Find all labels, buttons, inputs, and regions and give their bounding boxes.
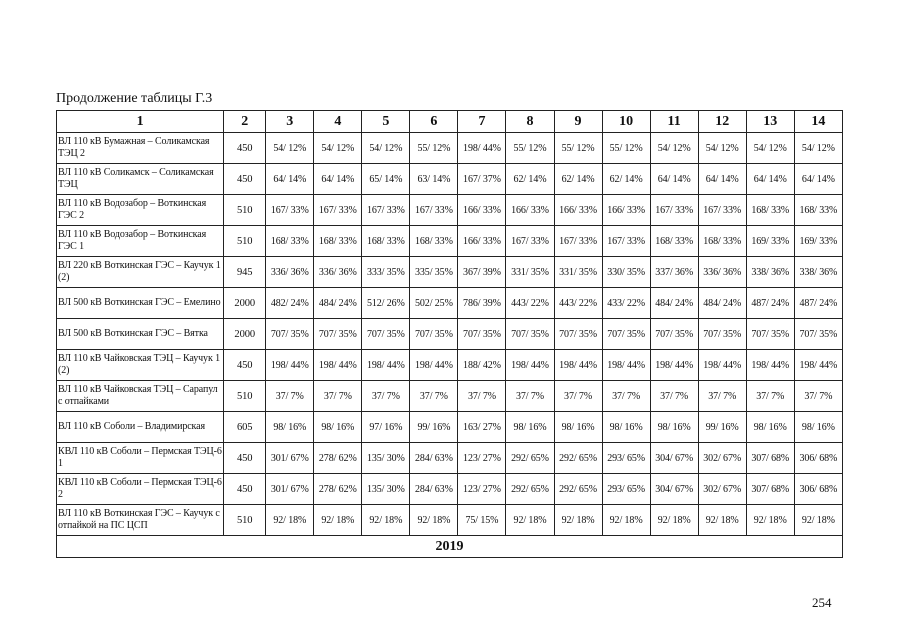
load-value-cell: 198/ 44%: [362, 350, 410, 381]
load-value-cell: 64/ 14%: [698, 164, 746, 195]
load-value-cell: 37/ 7%: [746, 381, 794, 412]
load-value-cell: 92/ 18%: [650, 505, 698, 536]
load-value-cell: 284/ 63%: [410, 443, 458, 474]
data-table: [56, 110, 843, 558]
load-value-cell: 64/ 14%: [266, 164, 314, 195]
load-value-cell: 167/ 33%: [266, 195, 314, 226]
load-value-cell: 37/ 7%: [410, 381, 458, 412]
load-value-cell: 306/ 68%: [794, 474, 842, 505]
load-value-cell: 198/ 44%: [602, 350, 650, 381]
load-value-cell: 198/ 44%: [746, 350, 794, 381]
load-value-cell: 367/ 39%: [458, 257, 506, 288]
load-value-cell: 92/ 18%: [698, 505, 746, 536]
load-value-cell: 54/ 12%: [650, 133, 698, 164]
load-value-cell: 37/ 7%: [506, 381, 554, 412]
load-value-cell: 304/ 67%: [650, 443, 698, 474]
load-value-cell: 92/ 18%: [410, 505, 458, 536]
table-row: [57, 319, 843, 350]
load-value-cell: 306/ 68%: [794, 443, 842, 474]
load-value-cell: 98/ 16%: [794, 412, 842, 443]
load-value-cell: 167/ 33%: [362, 195, 410, 226]
load-value-cell: 278/ 62%: [314, 474, 362, 505]
load-value-cell: 166/ 33%: [458, 226, 506, 257]
load-value-cell: 302/ 67%: [698, 443, 746, 474]
load-value-cell: 37/ 7%: [698, 381, 746, 412]
load-value-cell: 167/ 37%: [458, 164, 506, 195]
load-value-cell: 482/ 24%: [266, 288, 314, 319]
load-value-cell: 707/ 35%: [458, 319, 506, 350]
load-value-cell: 55/ 12%: [554, 133, 602, 164]
load-value-cell: 135/ 30%: [362, 474, 410, 505]
load-value-cell: 98/ 16%: [554, 412, 602, 443]
table-row: [57, 195, 843, 226]
load-value-cell: 169/ 33%: [794, 226, 842, 257]
capacity-cell: 450: [224, 474, 266, 505]
load-value-cell: 65/ 14%: [362, 164, 410, 195]
header-cell: 12: [698, 111, 746, 133]
line-name-cell: КВЛ 110 кВ Соболи – Пермская ТЭЦ-6 2: [57, 474, 224, 505]
capacity-cell: 510: [224, 226, 266, 257]
load-value-cell: 336/ 36%: [698, 257, 746, 288]
line-name-cell: ВЛ 110 кВ Воткинская ГЭС – Каучук с отпайкой на ПС ЦСП: [57, 505, 224, 536]
load-value-cell: 484/ 24%: [314, 288, 362, 319]
load-value-cell: 307/ 68%: [746, 443, 794, 474]
capacity-cell: 2000: [224, 288, 266, 319]
load-value-cell: 301/ 67%: [266, 474, 314, 505]
year-label: 2019: [57, 536, 843, 558]
load-value-cell: 707/ 35%: [506, 319, 554, 350]
load-value-cell: 707/ 35%: [746, 319, 794, 350]
load-value-cell: 292/ 65%: [554, 474, 602, 505]
load-value-cell: 37/ 7%: [362, 381, 410, 412]
load-value-cell: 99/ 16%: [410, 412, 458, 443]
capacity-cell: 510: [224, 195, 266, 226]
load-value-cell: 62/ 14%: [506, 164, 554, 195]
load-value-cell: 284/ 63%: [410, 474, 458, 505]
load-value-cell: 443/ 22%: [506, 288, 554, 319]
header-cell: 10: [602, 111, 650, 133]
load-value-cell: 54/ 12%: [314, 133, 362, 164]
load-value-cell: 168/ 33%: [314, 226, 362, 257]
load-value-cell: 92/ 18%: [362, 505, 410, 536]
line-name-cell: ВЛ 110 кВ Соликамск – Соликамская ТЭЦ: [57, 164, 224, 195]
table-row: [57, 257, 843, 288]
load-value-cell: 92/ 18%: [602, 505, 650, 536]
load-value-cell: 484/ 24%: [698, 288, 746, 319]
load-value-cell: 335/ 35%: [410, 257, 458, 288]
load-value-cell: 333/ 35%: [362, 257, 410, 288]
load-value-cell: 92/ 18%: [314, 505, 362, 536]
load-value-cell: 707/ 35%: [410, 319, 458, 350]
load-value-cell: 198/ 44%: [314, 350, 362, 381]
load-value-cell: 168/ 33%: [362, 226, 410, 257]
load-value-cell: 167/ 33%: [410, 195, 458, 226]
header-cell: 11: [650, 111, 698, 133]
load-value-cell: 37/ 7%: [794, 381, 842, 412]
load-value-cell: 168/ 33%: [266, 226, 314, 257]
load-value-cell: 292/ 65%: [554, 443, 602, 474]
load-value-cell: 166/ 33%: [458, 195, 506, 226]
page-number: 254: [812, 595, 832, 610]
load-value-cell: 62/ 14%: [602, 164, 650, 195]
header-row: [57, 111, 843, 133]
capacity-cell: 450: [224, 350, 266, 381]
load-value-cell: 433/ 22%: [602, 288, 650, 319]
load-value-cell: 98/ 16%: [266, 412, 314, 443]
load-value-cell: 54/ 12%: [266, 133, 314, 164]
load-value-cell: 198/ 44%: [410, 350, 458, 381]
table-row: [57, 381, 843, 412]
load-value-cell: 502/ 25%: [410, 288, 458, 319]
header-cell: 7: [458, 111, 506, 133]
load-value-cell: 512/ 26%: [362, 288, 410, 319]
load-value-cell: 302/ 67%: [698, 474, 746, 505]
line-name-cell: КВЛ 110 кВ Соболи – Пермская ТЭЦ-6 1: [57, 443, 224, 474]
table-row: [57, 505, 843, 536]
year-section-row: [57, 536, 843, 558]
line-name-cell: ВЛ 110 кВ Водозабор – Воткинская ГЭС 2: [57, 195, 224, 226]
capacity-cell: 510: [224, 381, 266, 412]
load-value-cell: 198/ 44%: [650, 350, 698, 381]
load-value-cell: 167/ 33%: [314, 195, 362, 226]
load-value-cell: 166/ 33%: [602, 195, 650, 226]
load-value-cell: 64/ 14%: [314, 164, 362, 195]
load-value-cell: 123/ 27%: [458, 443, 506, 474]
table-row: [57, 443, 843, 474]
load-value-cell: 707/ 35%: [698, 319, 746, 350]
load-value-cell: 169/ 33%: [746, 226, 794, 257]
load-value-cell: 37/ 7%: [602, 381, 650, 412]
load-value-cell: 707/ 35%: [362, 319, 410, 350]
load-value-cell: 487/ 24%: [746, 288, 794, 319]
load-value-cell: 98/ 16%: [314, 412, 362, 443]
load-value-cell: 307/ 68%: [746, 474, 794, 505]
load-value-cell: 198/ 44%: [266, 350, 314, 381]
header-cell: 9: [554, 111, 602, 133]
load-value-cell: 64/ 14%: [794, 164, 842, 195]
load-value-cell: 168/ 33%: [410, 226, 458, 257]
load-value-cell: 168/ 33%: [794, 195, 842, 226]
capacity-cell: 945: [224, 257, 266, 288]
load-value-cell: 304/ 67%: [650, 474, 698, 505]
load-value-cell: 278/ 62%: [314, 443, 362, 474]
load-value-cell: 54/ 12%: [698, 133, 746, 164]
load-value-cell: 54/ 12%: [362, 133, 410, 164]
load-value-cell: 292/ 65%: [506, 474, 554, 505]
line-name-cell: ВЛ 110 кВ Чайковская ТЭЦ – Каучук 1 (2): [57, 350, 224, 381]
load-value-cell: 330/ 35%: [602, 257, 650, 288]
table-row: [57, 226, 843, 257]
capacity-cell: 2000: [224, 319, 266, 350]
load-value-cell: 54/ 12%: [746, 133, 794, 164]
load-value-cell: 92/ 18%: [266, 505, 314, 536]
load-value-cell: 707/ 35%: [650, 319, 698, 350]
capacity-cell: 510: [224, 505, 266, 536]
load-value-cell: 167/ 33%: [554, 226, 602, 257]
load-value-cell: 92/ 18%: [746, 505, 794, 536]
load-value-cell: 487/ 24%: [794, 288, 842, 319]
load-value-cell: 484/ 24%: [650, 288, 698, 319]
header-cell: 5: [362, 111, 410, 133]
load-value-cell: 198/ 44%: [506, 350, 554, 381]
load-value-cell: 786/ 39%: [458, 288, 506, 319]
capacity-cell: 450: [224, 133, 266, 164]
load-value-cell: 198/ 44%: [458, 133, 506, 164]
load-value-cell: 292/ 65%: [506, 443, 554, 474]
load-value-cell: 99/ 16%: [698, 412, 746, 443]
load-value-cell: 63/ 14%: [410, 164, 458, 195]
line-name-cell: ВЛ 110 кВ Соболи – Владимирская: [57, 412, 224, 443]
table-row: [57, 133, 843, 164]
header-cell: 4: [314, 111, 362, 133]
load-value-cell: 707/ 35%: [266, 319, 314, 350]
load-value-cell: 337/ 36%: [650, 257, 698, 288]
load-value-cell: 336/ 36%: [314, 257, 362, 288]
table-row: [57, 164, 843, 195]
load-value-cell: 293/ 65%: [602, 474, 650, 505]
capacity-cell: 450: [224, 443, 266, 474]
load-value-cell: 97/ 16%: [362, 412, 410, 443]
table-caption: Продолжение таблицы Г.3: [56, 91, 213, 106]
load-value-cell: 198/ 44%: [698, 350, 746, 381]
load-value-cell: 163/ 27%: [458, 412, 506, 443]
load-value-cell: 98/ 16%: [746, 412, 794, 443]
header-cell: 2: [224, 111, 266, 133]
load-value-cell: 166/ 33%: [554, 195, 602, 226]
table-row: [57, 412, 843, 443]
load-value-cell: 37/ 7%: [554, 381, 602, 412]
load-value-cell: 301/ 67%: [266, 443, 314, 474]
load-value-cell: 338/ 36%: [794, 257, 842, 288]
load-value-cell: 92/ 18%: [554, 505, 602, 536]
table-row: [57, 350, 843, 381]
load-value-cell: 123/ 27%: [458, 474, 506, 505]
load-value-cell: 62/ 14%: [554, 164, 602, 195]
load-value-cell: 135/ 30%: [362, 443, 410, 474]
load-value-cell: 75/ 15%: [458, 505, 506, 536]
load-value-cell: 55/ 12%: [506, 133, 554, 164]
line-name-cell: ВЛ 500 кВ Воткинская ГЭС – Вятка: [57, 319, 224, 350]
load-value-cell: 37/ 7%: [458, 381, 506, 412]
load-value-cell: 707/ 35%: [602, 319, 650, 350]
load-value-cell: 98/ 16%: [602, 412, 650, 443]
load-value-cell: 64/ 14%: [746, 164, 794, 195]
load-value-cell: 37/ 7%: [314, 381, 362, 412]
load-value-cell: 293/ 65%: [602, 443, 650, 474]
header-cell: 14: [794, 111, 842, 133]
line-name-cell: ВЛ 110 кВ Чайковская ТЭЦ – Сарапул с отпайками: [57, 381, 224, 412]
load-value-cell: 98/ 16%: [650, 412, 698, 443]
table-row: [57, 288, 843, 319]
load-value-cell: 92/ 18%: [506, 505, 554, 536]
line-name-cell: ВЛ 110 кВ Бумажная – Соликамская ТЭЦ 2: [57, 133, 224, 164]
table-row: [57, 474, 843, 505]
load-value-cell: 338/ 36%: [746, 257, 794, 288]
capacity-cell: 605: [224, 412, 266, 443]
load-value-cell: 336/ 36%: [266, 257, 314, 288]
load-value-cell: 168/ 33%: [650, 226, 698, 257]
load-value-cell: 37/ 7%: [266, 381, 314, 412]
load-value-cell: 198/ 44%: [554, 350, 602, 381]
load-value-cell: 707/ 35%: [554, 319, 602, 350]
load-value-cell: 443/ 22%: [554, 288, 602, 319]
load-value-cell: 707/ 35%: [794, 319, 842, 350]
load-value-cell: 168/ 33%: [698, 226, 746, 257]
load-value-cell: 167/ 33%: [602, 226, 650, 257]
line-name-cell: ВЛ 110 кВ Водозабор – Воткинская ГЭС 1: [57, 226, 224, 257]
line-name-cell: ВЛ 500 кВ Воткинская ГЭС – Емелино: [57, 288, 224, 319]
header-cell: 8: [506, 111, 554, 133]
header-cell: 3: [266, 111, 314, 133]
load-value-cell: 92/ 18%: [794, 505, 842, 536]
load-value-cell: 37/ 7%: [650, 381, 698, 412]
load-value-cell: 166/ 33%: [506, 195, 554, 226]
header-cell: 13: [746, 111, 794, 133]
header-cell: 6: [410, 111, 458, 133]
load-value-cell: 54/ 12%: [794, 133, 842, 164]
load-value-cell: 167/ 33%: [506, 226, 554, 257]
load-value-cell: 98/ 16%: [506, 412, 554, 443]
load-value-cell: 168/ 33%: [746, 195, 794, 226]
load-value-cell: 188/ 42%: [458, 350, 506, 381]
line-name-cell: ВЛ 220 кВ Воткинская ГЭС – Каучук 1 (2): [57, 257, 224, 288]
load-value-cell: 707/ 35%: [314, 319, 362, 350]
load-value-cell: 198/ 44%: [794, 350, 842, 381]
load-value-cell: 55/ 12%: [602, 133, 650, 164]
capacity-cell: 450: [224, 164, 266, 195]
load-value-cell: 167/ 33%: [698, 195, 746, 226]
load-value-cell: 331/ 35%: [554, 257, 602, 288]
load-value-cell: 167/ 33%: [650, 195, 698, 226]
header-cell: 1: [57, 111, 224, 133]
load-value-cell: 55/ 12%: [410, 133, 458, 164]
load-value-cell: 64/ 14%: [650, 164, 698, 195]
load-value-cell: 331/ 35%: [506, 257, 554, 288]
